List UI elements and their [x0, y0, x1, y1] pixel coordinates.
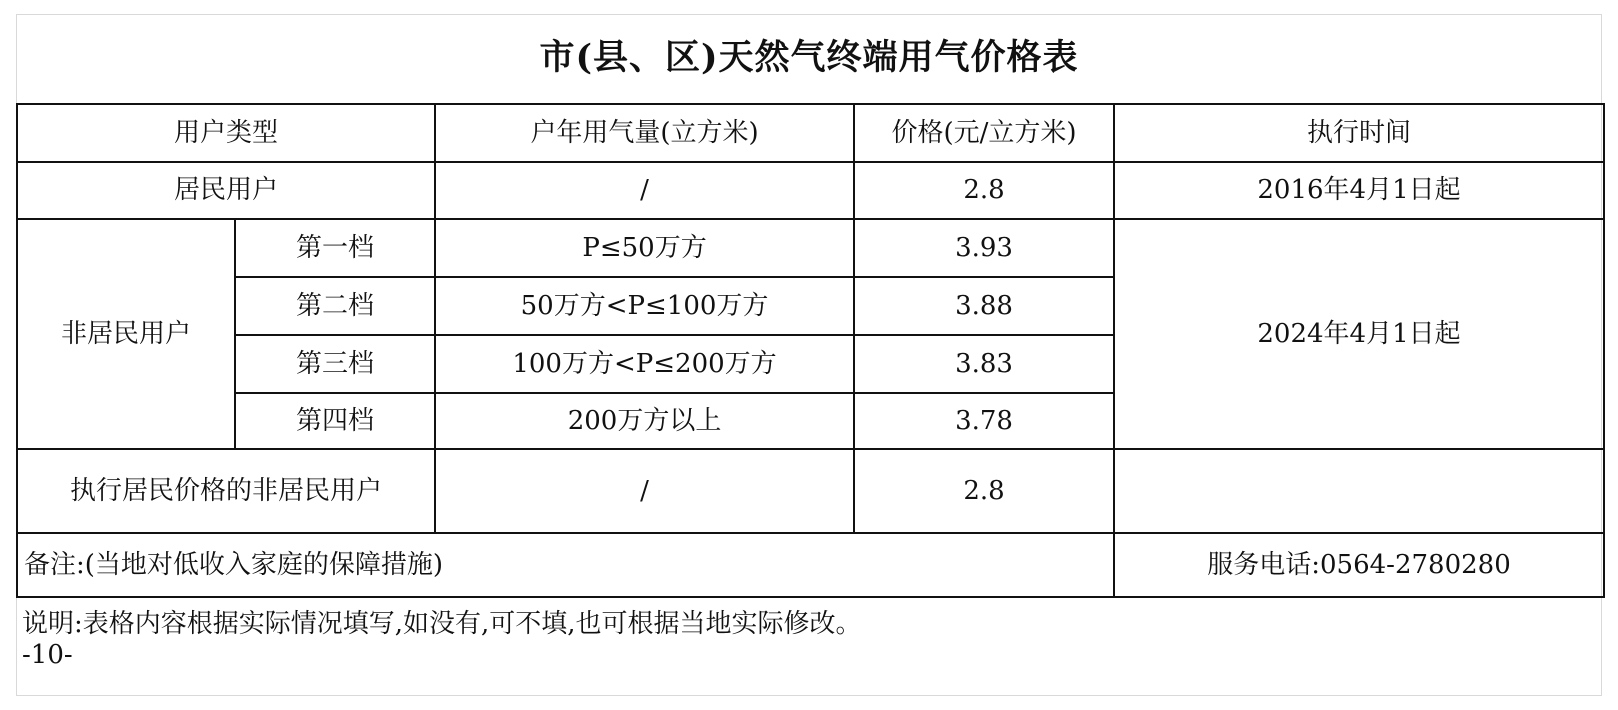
nonres-at-res-price-effective — [1114, 449, 1604, 533]
price-table — [16, 103, 1605, 598]
residential-volume: / — [435, 162, 854, 219]
page-number: -10- — [22, 640, 73, 670]
tier-price: 3.88 — [854, 277, 1114, 335]
tier-row — [17, 219, 1604, 277]
tier-price: 3.78 — [854, 393, 1114, 449]
non-residential-effective: 2024年4月1日起 — [1114, 219, 1604, 449]
tier-volume: P≤50万方 — [435, 219, 854, 277]
header-effective-time: 执行时间 — [1114, 104, 1604, 162]
remark-row — [17, 533, 1604, 597]
tier-volume: 200万方以上 — [435, 393, 854, 449]
residential-row — [17, 162, 1604, 219]
nonres-at-res-price-label: 执行居民价格的非居民用户 — [17, 449, 435, 533]
tier-name: 第四档 — [235, 393, 435, 449]
nonres-at-res-price-volume: / — [435, 449, 854, 533]
service-phone: 服务电话:0564-2780280 — [1114, 533, 1604, 597]
tier-volume: 50万方<P≤100万方 — [435, 277, 854, 335]
header-user-type: 用户类型 — [17, 104, 435, 162]
tier-name: 第三档 — [235, 335, 435, 393]
header-price: 价格(元/立方米) — [854, 104, 1114, 162]
tier-price: 3.83 — [854, 335, 1114, 393]
residential-price: 2.8 — [854, 162, 1114, 219]
explanation-note: 说明:表格内容根据实际情况填写,如没有,可不填,也可根据当地实际修改。 — [22, 609, 862, 639]
nonres-at-res-price-price: 2.8 — [854, 449, 1114, 533]
tier-name: 第一档 — [235, 219, 435, 277]
tier-volume: 100万方<P≤200万方 — [435, 335, 854, 393]
residential-label: 居民用户 — [17, 162, 435, 219]
tier-price: 3.93 — [854, 219, 1114, 277]
residential-effective: 2016年4月1日起 — [1114, 162, 1604, 219]
remark: 备注:(当地对低收入家庭的保障措施) — [17, 533, 1114, 597]
nonres-at-res-price-row — [17, 449, 1604, 533]
page-title: 市(县、区)天然气终端用气价格表 — [539, 37, 1079, 78]
non-residential-label: 非居民用户 — [17, 219, 235, 449]
header-row — [17, 104, 1604, 162]
header-annual-volume: 户年用气量(立方米) — [435, 104, 854, 162]
tier-name: 第二档 — [235, 277, 435, 335]
